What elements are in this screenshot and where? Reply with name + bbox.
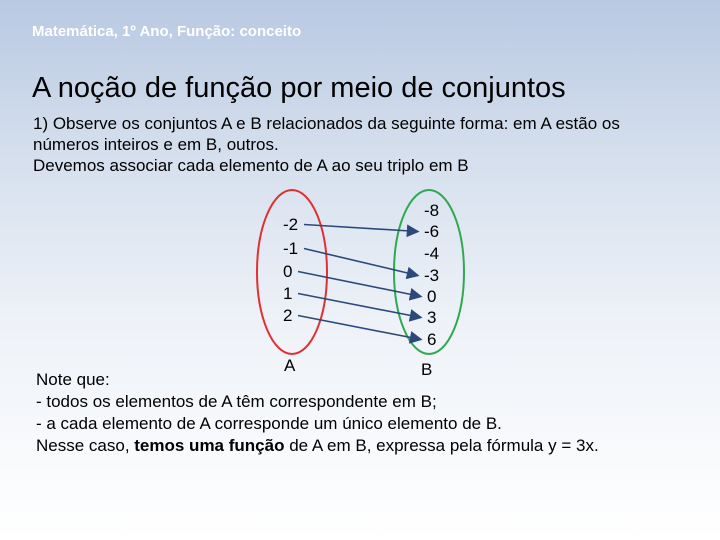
set-a-element: -2: [283, 215, 299, 234]
set-a-element: 2: [283, 306, 293, 325]
note-line-4-start: Nesse caso,: [36, 436, 135, 455]
mapping-arrow: [304, 249, 418, 276]
set-b-element: -4: [424, 244, 440, 263]
mapping-arrow: [298, 294, 421, 318]
note-line-4-bold: temos uma função: [134, 436, 285, 455]
set-b-label: B: [421, 360, 433, 379]
set-b-element: 6: [427, 330, 437, 349]
set-b-element: 3: [427, 308, 437, 327]
set-b-element: 0: [427, 287, 437, 306]
note-line-4-end: de A em B, expressa pela fórmula y = 3x.: [284, 436, 599, 455]
note-line-2: - todos os elementos de A têm correspondente em B;: [36, 392, 437, 411]
mapping-arrow: [298, 272, 421, 297]
set-a-element: 1: [283, 284, 293, 303]
set-a-label: A: [284, 356, 296, 375]
intro-line-2: Devemos associar cada elemento de A ao seu triplo em B: [33, 156, 469, 175]
course-header: Matemática, 1º Ano, Função: conceito: [32, 23, 302, 40]
set-b-element: -8: [424, 201, 440, 220]
note-line-3: - a cada elemento de A corresponde um único elemento de B.: [36, 414, 502, 433]
set-a-element: 0: [283, 262, 293, 281]
note-line-1: Note que:: [36, 370, 110, 389]
set-b-element: -6: [424, 222, 440, 241]
intro-line-1: 1) Observe os conjuntos A e B relacionados da seguinte forma: em A estão os números inteiros e em B, outros.: [33, 114, 620, 154]
note-text: [36, 369, 686, 457]
note-line-4: [36, 435, 686, 457]
set-a-element: -1: [283, 239, 299, 258]
page-title: A noção de função por meio de conjuntos: [32, 72, 566, 104]
set-b-element: -3: [424, 266, 440, 285]
